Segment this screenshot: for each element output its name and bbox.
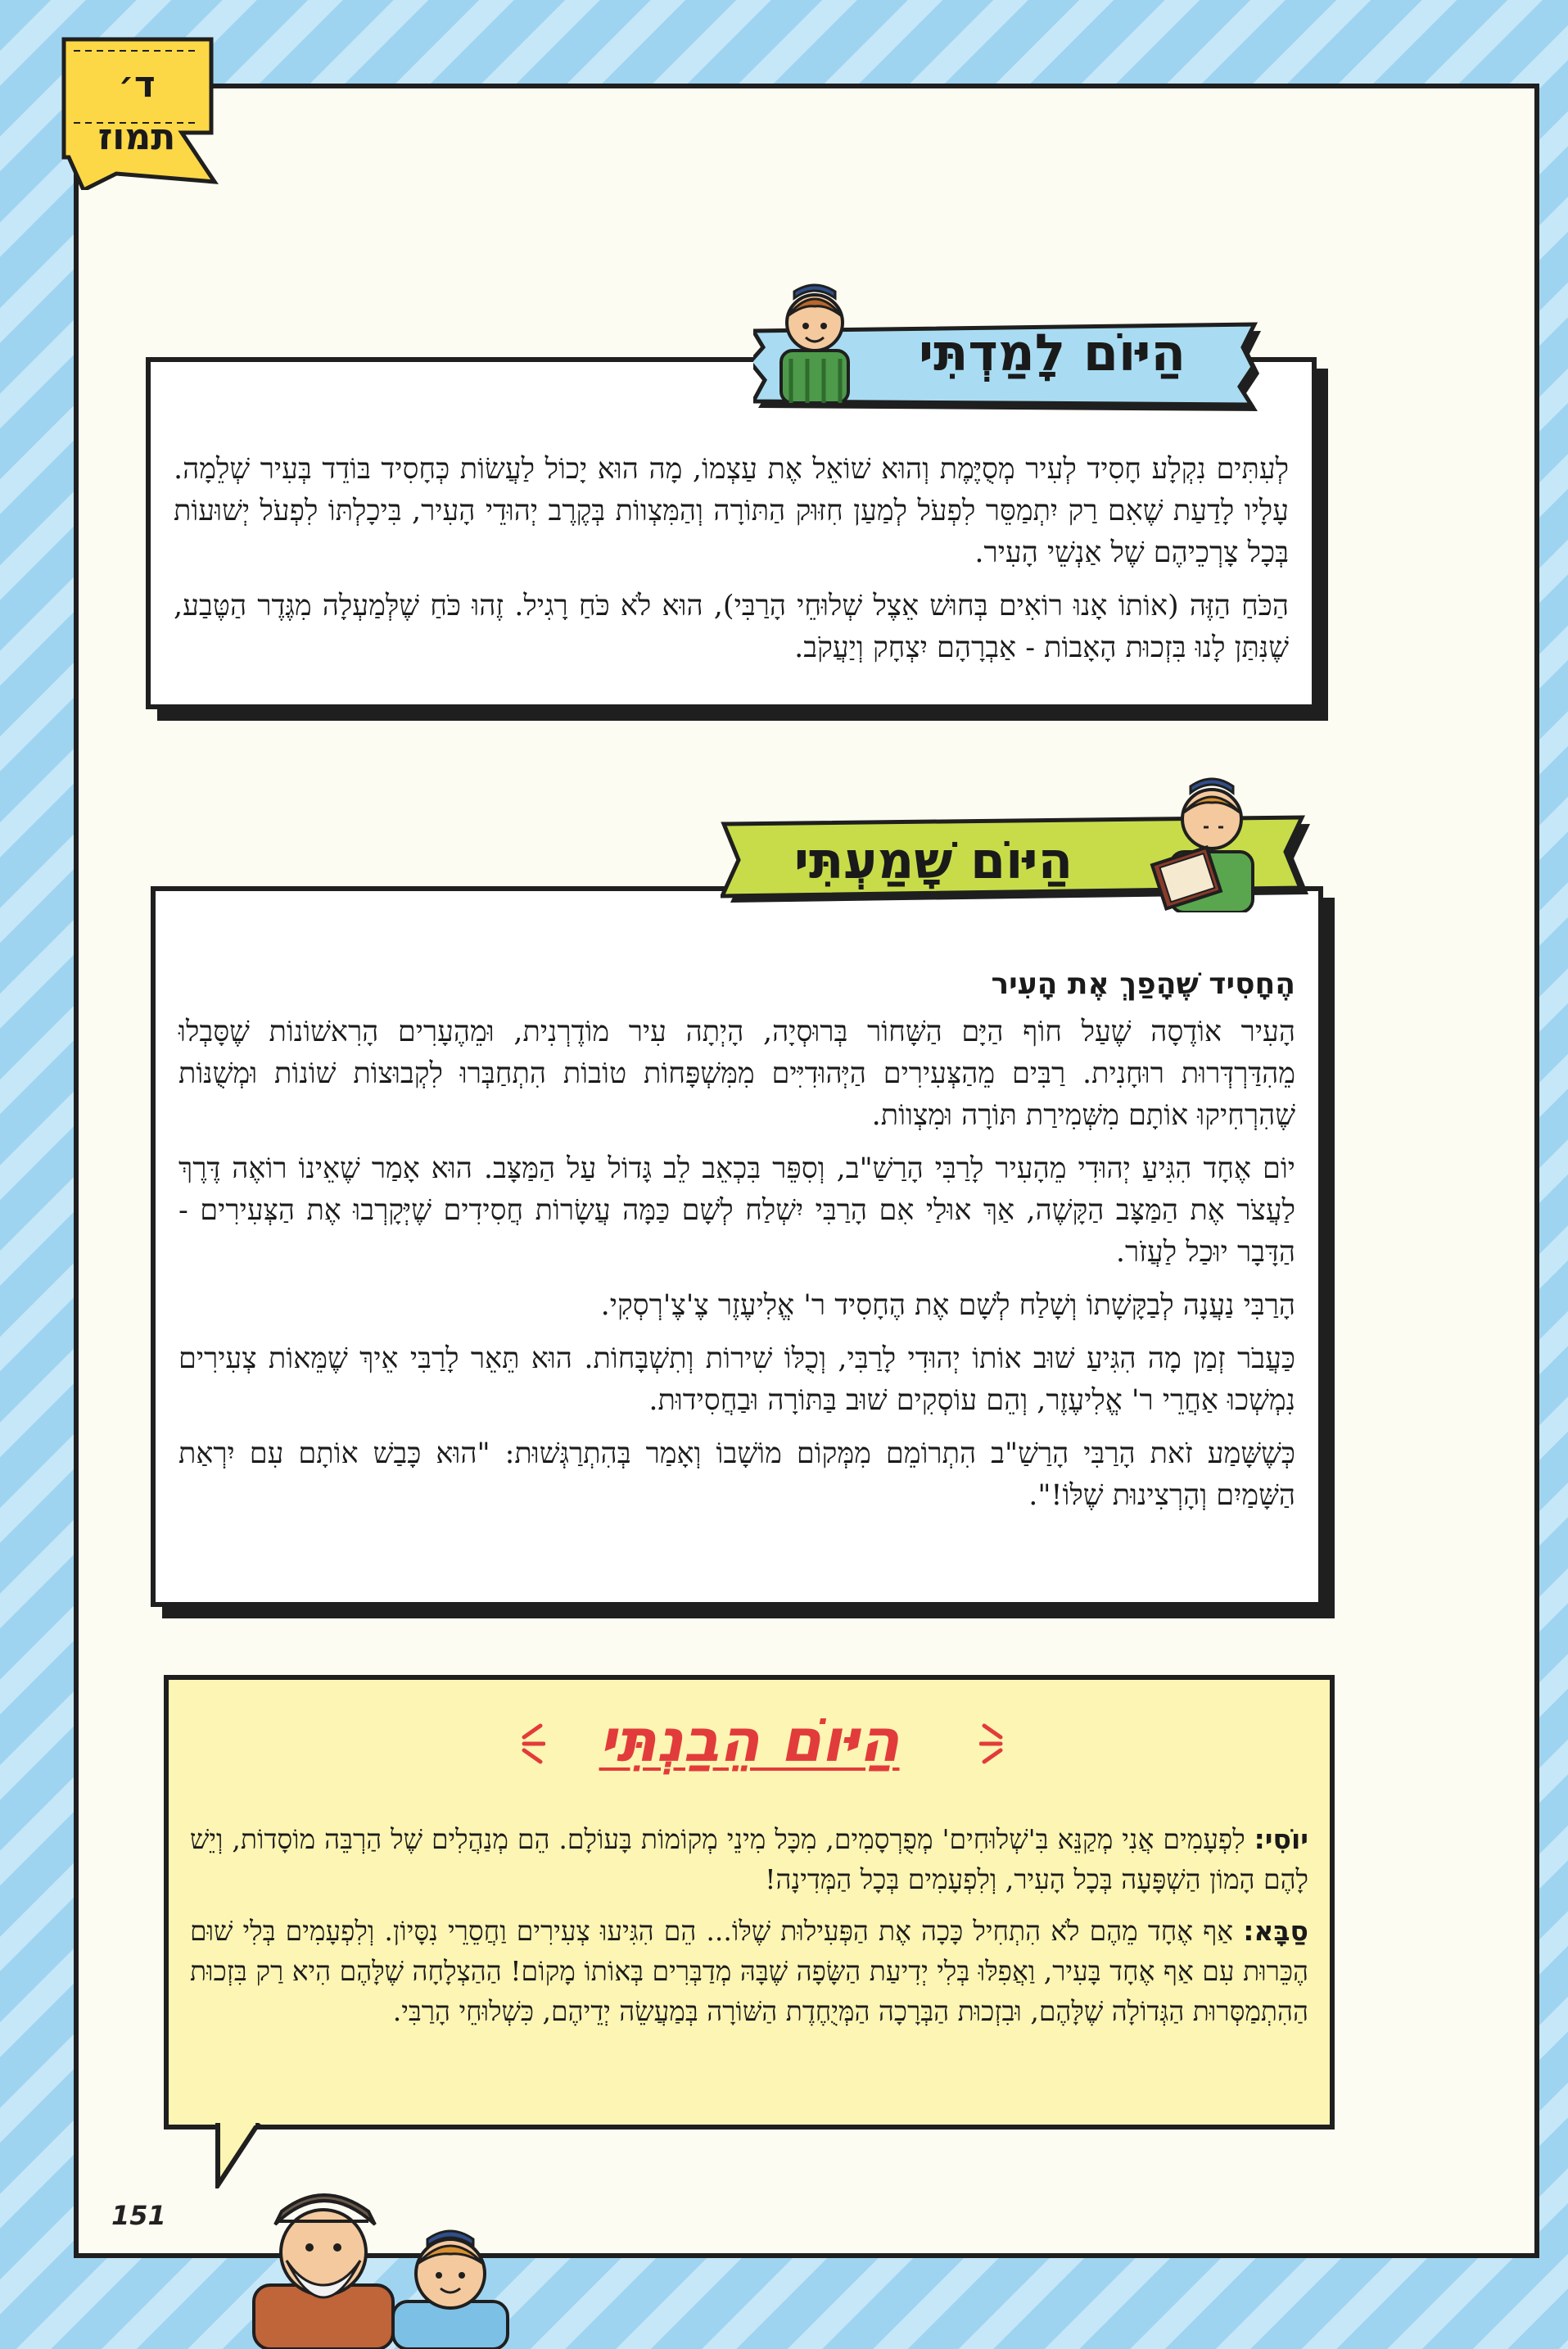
dialogue-text: אַף אֶחָד מֵהֶם לֹא הִתְחִיל כָּכָה אֶת הַפְּעִילוּת שֶׁלּוֹ... הֵם הִגִּיעוּ צְעִירִים וַחֲסֵרֵי נִסָּיוֹן. וְלִפְעָמִים בְּלִי שׁוּם הֶכֵּרוּת עִם אַף אֶחָד בָּעִיר, וַאֲפִלּוּ בְּלִי יְדִיעַת הַשָּׂפָה שֶׁבָּהּ מְדַבְּרִים בְּאוֹתוֹ מָקוֹם! הַהַצְלָחָה שֶׁלָּהֶם הִיא רַק בִּזְכוּת הַהִתְמַסְּרוּת הַגְּדוֹלָה שֶׁלָּהֶם, וּבִזְכוּת הַבְּרָכָה הַמְּיֻחֶדֶת הַשּׁוֹרָה בְּמַעֲשֵׂה יְדֵיהֶם, כִּשְׁלוּחֵי הָרַבִּי.	[190, 1915, 1308, 2027]
ribbon-shape	[59, 34, 223, 190]
heard-paragraph: הָעִיר אוֹדֶסָה שֶׁעַל חוֹף הַיָּם הַשָּׁחוֹר בְּרוּסְיָה, הָיְתָה עִיר מוֹדֶרְנִית, וּמֵהֶעָרִים הָרִאשׁוֹנוֹת שֶׁסָּבְלוּ מֵהִדַּרְדְּרוּת רוּחָנִית. רַבִּים מֵהַצְּעִירִים הַיְּהוּדִיִּים מִמִּשְׁפָּחוֹת טוֹבוֹת הִתְחַבְּרוּ לִקְבוּצוֹת שׁוֹנוֹת וּמְשֻׁנּוֹת שֶׁהִרְחִיקוּ אוֹתָם מִשְּׁמִירַת תּוֹרָה וּמִצְווֹת.	[178, 1016, 1295, 1132]
understood-title	[169, 1706, 1330, 1775]
story-title: הֶחָסִיד שֶׁהָפַךְ אֶת הָעִיר	[991, 967, 1295, 1001]
learned-paragraph: הַכֹּחַ הַזֶּה (אוֹתוֹ אָנוּ רוֹאִים בְּחוּשׁ אֵצֶל שְׁלוּחֵי הָרַבִּי), הוּא לֹא כֹּחַ רָגִיל. זֶהוּ כֹּחַ שֶׁלְּמַעְלָה מִגֶּדֶר הַטֶּבַע, שֶׁנִּתַּן לָנוּ בִּזְכוּת הָאָבוֹת - אַבְרָהָם יִצְחָק וְיַעֲקֹב.	[174, 590, 1289, 664]
speaker-saba: סַבָּא:	[1243, 1915, 1308, 1947]
heard-paragraph: יוֹם אֶחָד הִגִּיעַ יְהוּדִי מֵהָעִיר לָרַבִּי הָרַשַׁ"ב, וְסִפֵּר בִּכְאֵב לֵב גָּדוֹל עַל הַמַּצָּב. הוּא אָמַר שֶׁאֵינוֹ רוֹאֶה דֶּרֶךְ לַעֲצֹר אֶת הַמַּצָּב הַקָּשֶׁה, אַךְ אוּלַי אִם הָרַבִּי יִשְׁלַח לְשָׁם כַּמָּה עֲשָׂרוֹת חֲסִידִים שֶׁיְּקָרְבוּ אֶת הַצְּעִירִים - הַדָּבָר יוּכַל לַעֲזֹר.	[178, 1152, 1295, 1269]
date-ribbon	[59, 34, 223, 190]
learned-banner	[753, 288, 1261, 419]
learned-text	[174, 449, 1289, 681]
dialogue-line	[190, 1911, 1308, 2031]
learned-title: הַיּוֹם לָמַדְתִּי	[918, 323, 1186, 382]
dialogue-line	[190, 1819, 1308, 1899]
page-number: 151	[111, 2200, 166, 2231]
heard-box	[151, 886, 1323, 1607]
heard-paragraph: הָרַבִּי נַעֲנָה לְבַקָּשָׁתוֹ וְשָׁלַח לְשָׁם אֶת הֶחָסִיד ר' אֱלִיעֶזֶר צֶ'צֶ'רְסְקִי.	[600, 1289, 1295, 1322]
understood-dialogue	[190, 1819, 1308, 2043]
dialogue-text: לִפְעָמִים אֲנִי מְקַנֵּא בִּ'שְׁלוּחִים' מְפֻרְסָמִים, מִכָּל מִינֵי מְקוֹמוֹת בָּעוֹלָם. הֵם מְנַהֲלִים שֶׁל הַרְבֵּה מוֹסָדוֹת, וְיֵשׁ לָהֶם הָמוֹן הַשְׁפָּעָה בְּכָל הָעִיר, וְלִפְעָמִים בְּכָל הַמְּדִינָה!	[190, 1823, 1308, 1895]
heard-text	[178, 963, 1295, 1528]
date-month: תמוז	[97, 116, 176, 158]
understood-title-text: הַיּוֹם הֵבַנְתִּי	[599, 1706, 900, 1775]
speaker-yossi: יוֹסִי:	[1254, 1823, 1308, 1855]
heard-paragraph: כְּשֶׁשָּׁמַע זֹאת הָרַבִּי הָרַשַׁ"ב הִתְרוֹמֵם מִמְּקוֹם מוֹשָׁבוֹ וְאָמַר בְּהִתְרַגְּשׁוּת: "הוּא כָּבַשׁ אוֹתָם עִם יִרְאַת הַשָּׁמַיִם וְהָרְצִינוּת שֶׁלּוֹ!".	[178, 1437, 1295, 1512]
learned-paragraph: לְעִתִּים נִקְלָע חָסִיד לְעִיר מְסֻיֶּמֶת וְהוּא שׁוֹאֵל אֶת עַצְמוֹ, מָה הוּא יָכוֹל לַעֲשׂוֹת כְּחָסִיד בּוֹדֵד בְּעִיר שְׁלֵמָה. עָלָיו לָדַעַת שֶׁאִם רַק יִתְמַסֵּר לִפְעֹל לְמַעַן חִזּוּק הַתּוֹרָה וְהַמִּצְווֹת בְּקֶרֶב יְהוּדֵי הָעִיר, בִּיכָלְתּוֹ לִפְעֹל יְשׁוּעוֹת בְּכָל צָרְכֵיהֶם שֶׁל אַנְשֵׁי הָעִיר.	[174, 453, 1289, 569]
heard-title: הַיּוֹם שָׁמַעְתִּי	[793, 831, 1073, 890]
heard-paragraph: כַּעֲבֹר זְמַן מָה הִגִּיעַ שׁוּב אוֹתוֹ יְהוּדִי לָרַבִּי, וְכֻלּוֹ שִׁירוֹת וְתִשְׁבָּחוֹת. הוּא תֵּאֵר לָרַבִּי אֵיךְ שֶׁמֵּאוֹת צְעִירִים נִמְשְׁכוּ אַחֲרֵי ר' אֱלִיעֶזֶר, וְהֵם עוֹסְקִים שׁוּב בַּתּוֹרָה וּבַחֲסִידוּת.	[178, 1342, 1295, 1417]
grandfather-and-boy-icon	[246, 2179, 540, 2349]
understood-box	[164, 1675, 1335, 2129]
heard-banner	[721, 785, 1310, 924]
date-day: ד׳	[118, 64, 156, 106]
